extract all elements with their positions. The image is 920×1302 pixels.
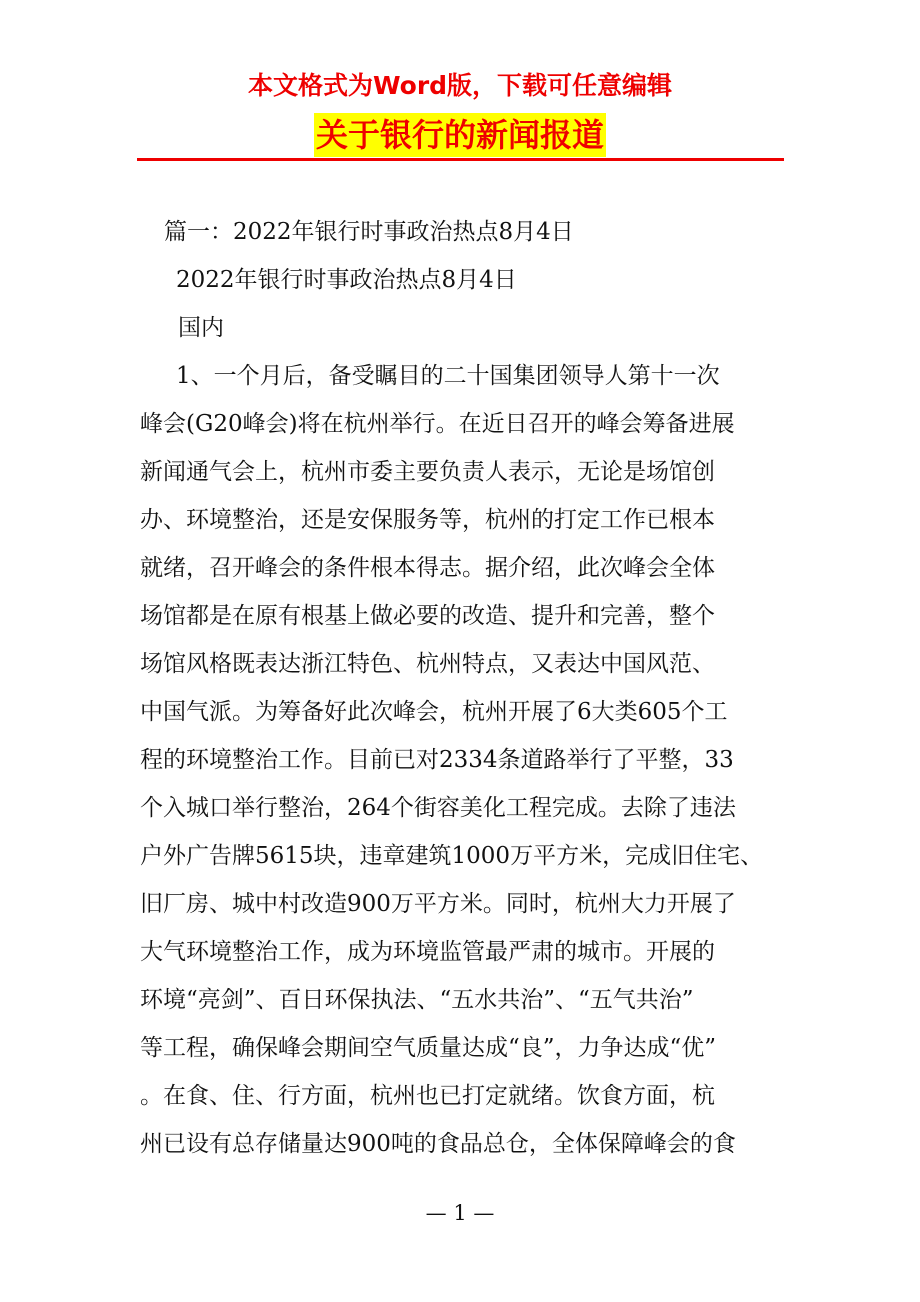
article-body — [140, 208, 790, 1168]
paragraph-line: 旧厂房、城中村改造900万平方米。同时，杭州大力开展了 — [140, 891, 736, 917]
paragraph-line: 1、一个月后，备受瞩目的二十国集团领导人第十一次 — [176, 363, 720, 389]
paragraph-line: 中国气派。为筹备好此次峰会，杭州开展了6大类605个工 — [140, 699, 728, 725]
paragraph-line: 户外广告牌5615块，违章建筑1000万平方米，完成旧住宅、 — [140, 843, 764, 869]
paragraph-line: 等工程，确保峰会期间空气质量达成“良”，力争达成“优” — [140, 1035, 717, 1061]
page-number: — 1 — — [425, 1201, 495, 1225]
paragraph-line: 个入城口举行整治，264个街容美化工程完成。去除了违法 — [140, 795, 736, 821]
paragraph-line: 峰会(G20峰会)将在杭州举行。在近日召开的峰会筹备进展 — [140, 411, 735, 437]
document-title: 关于银行的新闻报道 — [314, 113, 606, 157]
paragraph-line: 新闻通气会上，杭州市委主要负责人表示，无论是场馆创 — [140, 459, 715, 485]
paragraph-line: 。在食、住、行方面，杭州也已打定就绪。饮食方面，杭 — [140, 1083, 715, 1109]
title-container — [0, 113, 920, 157]
paragraph-line: 场馆都是在原有根基上做必要的改造、提升和完善，整个 — [140, 603, 715, 629]
paragraph-line: 州已设有总存储量达900吨的食品总仓，全体保障峰会的食 — [140, 1131, 736, 1157]
paragraph-line: 办、环境整治，还是安保服务等，杭州的打定工作已根本 — [140, 507, 715, 533]
section-heading: 篇一：2022年银行时事政治热点8月4日 — [164, 219, 574, 245]
paragraph-line: 大气环境整治工作，成为环境监管最严肃的城市。开展的 — [140, 939, 715, 965]
paragraph-line: 环境“亮剑”、百日环保执法、“五水共治”、“五气共治” — [140, 987, 694, 1013]
paragraph-line: 就绪，召开峰会的条件根本得志。据介绍，此次峰会全体 — [140, 555, 715, 581]
category-label: 国内 — [178, 315, 224, 341]
paragraph-line: 场馆风格既表达浙江特色、杭州特点，又表达中国风范、 — [140, 651, 715, 677]
download-notice: 本文格式为Word版，下载可任意编辑 — [247, 71, 673, 100]
paragraph-line: 程的环境整治工作。目前已对2334条道路举行了平整，33 — [140, 747, 734, 773]
title-divider — [137, 158, 784, 161]
subheading: 2022年银行时事政治热点8月4日 — [176, 267, 517, 293]
